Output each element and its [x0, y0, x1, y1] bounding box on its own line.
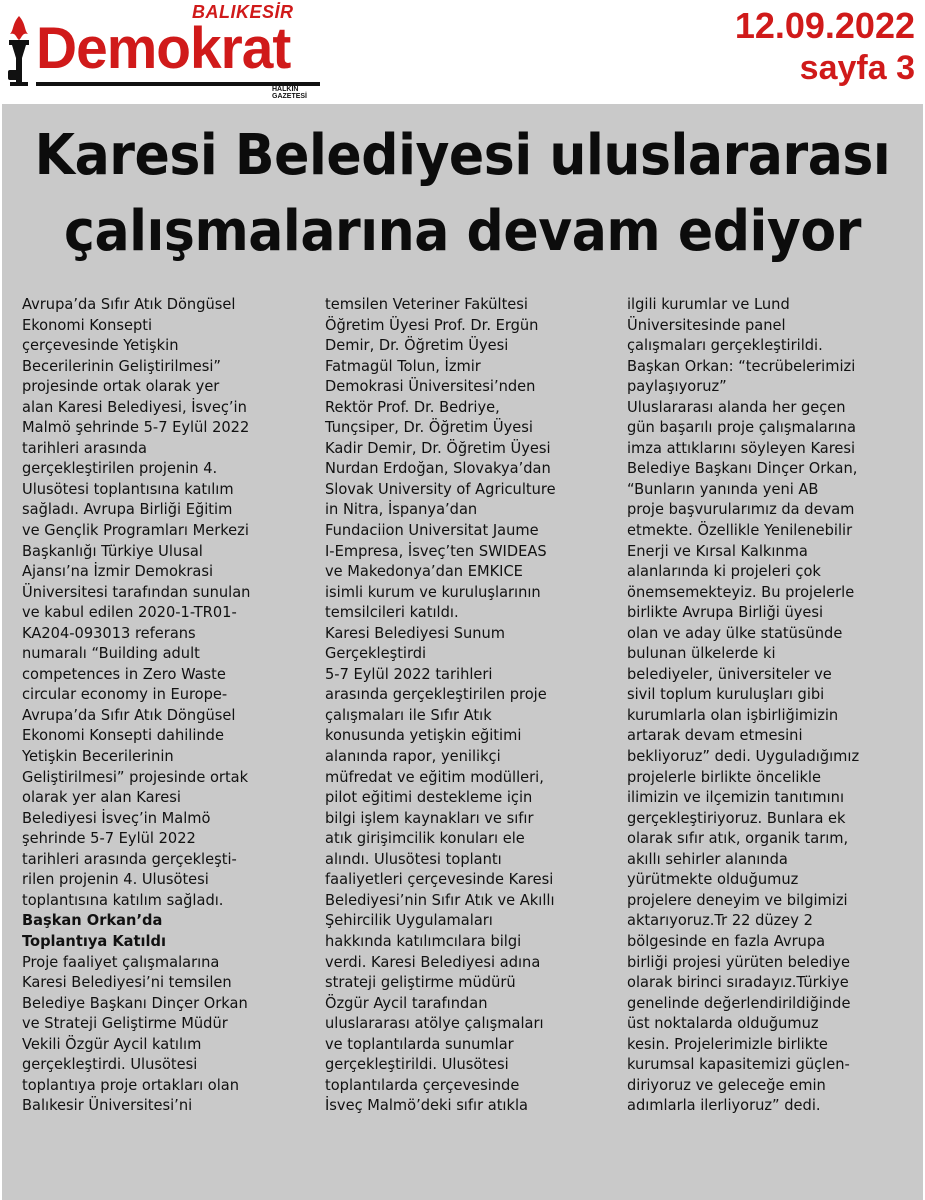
- body-text-line: Karesi Belediyesi’ni temsilen: [22, 973, 232, 992]
- body-text-line: akıllı sehirler alanında: [627, 849, 788, 868]
- body-text-line: Belediyesi İsveç’in Malmö: [22, 808, 211, 827]
- body-text-line: Fatmagül Tolun, İzmir: [325, 356, 481, 375]
- logo-tagline: HALKIN GAZETESİ: [272, 86, 308, 100]
- body-text-line: temsilen Veteriner Fakültesi: [325, 295, 528, 313]
- body-text-line: bekliyoruz” dedi. Uyguladığımız: [627, 747, 860, 766]
- body-text-line: ve toplantılarda sunumlar: [325, 1034, 514, 1053]
- logo-name: Demokrat: [36, 16, 291, 81]
- body-text-line: şehrinde 5-7 Eylül 2022: [22, 829, 196, 848]
- body-text-line: Proje faaliyet çalışmalarına: [22, 952, 220, 971]
- body-text-line: kurumlarla olan işbirliğimizin: [627, 705, 839, 724]
- body-text-line: Ulusötesi toplantısına katılım: [22, 479, 234, 498]
- body-text-line: alanlarında ki projeleri çok: [627, 562, 821, 581]
- body-text-line: 5-7 Eylül 2022 tarihleri: [325, 664, 493, 683]
- body-text-line: uluslararası atölye çalışmaları: [325, 1014, 544, 1033]
- newspaper-logo: [2, 2, 320, 100]
- body-text-line: Karesi Belediyesi Sunum: [325, 623, 506, 642]
- body-text-line: Tunçsiper, Dr. Öğretim Üyesi: [325, 418, 533, 437]
- body-text-line: imza attıklarını söyleyen Karesi: [627, 438, 856, 457]
- body-text-line: bulunan ülkelerde ki: [627, 644, 776, 663]
- body-text-line: birlikte Avrupa Birliği üyesi: [627, 603, 824, 622]
- body-text-line: verdi. Karesi Belediyesi adına: [325, 952, 541, 971]
- publication-date: 12.09.2022: [734, 5, 915, 46]
- logo-city: BALIKESİR: [192, 2, 294, 22]
- body-text-line: competences in Zero Waste: [22, 664, 226, 683]
- body-text-line: çerçevesinde Yetişkin: [22, 336, 179, 355]
- body-text-line: gerçekleştirilen projenin 4.: [22, 459, 218, 478]
- body-text-line: rilen projenin 4. Ulusötesi: [22, 870, 209, 889]
- body-text-line: ilgili kurumlar ve Lund: [627, 295, 790, 313]
- body-text-line: Fundaciion Universitat Jaume: [325, 521, 539, 540]
- body-text-line: bölgesinde en fazla Avrupa: [627, 931, 826, 950]
- headline-line: Karesi Belediyesi uluslararası: [34, 123, 891, 188]
- body-text-line: temsilcileri katıldı.: [325, 603, 459, 622]
- body-text-line: toplantılarda çerçevesinde: [325, 1075, 520, 1094]
- body-text-line: ve Makedonya’dan EMKICE: [325, 562, 523, 581]
- body-text-line: çalışmaları gerçekleştirildi.: [627, 336, 823, 355]
- body-text-line: circular economy in Europe-: [22, 685, 228, 704]
- article-column-3: [627, 294, 901, 1116]
- body-text-line: Rektör Prof. Dr. Bedriye,: [325, 397, 500, 416]
- article-headline: [34, 118, 891, 270]
- body-text-line: Slovak University of Agriculture: [325, 479, 556, 498]
- body-text-line: Ekonomi Konsepti dahilinde: [22, 726, 224, 745]
- body-text-line: toplantıya proje ortakları olan: [22, 1075, 240, 1094]
- body-text-line: Avrupa’da Sıfır Atık Döngüsel: [22, 295, 236, 313]
- body-text-line: projelerle birlikte öncelikle: [627, 767, 821, 786]
- body-text-line: ve Strateji Geliştirme Müdür: [22, 1014, 228, 1033]
- body-text-line: belediyeler, üniversiteler ve: [627, 664, 832, 683]
- body-text-line: önemsemekteyiz. Bu projelerle: [627, 582, 855, 601]
- body-text-line: I-Empresa, İsveç’ten SWIDEAS: [325, 541, 547, 560]
- body-text-line: pilot eğitimi destekleme için: [325, 788, 533, 807]
- body-text-line: in Nitra, İspanya’dan: [325, 500, 478, 519]
- body-text-line: projesinde ortak olarak yer: [22, 377, 220, 396]
- body-text-line: müfredat ve eğitim modülleri,: [325, 767, 544, 786]
- body-text-line: Ekonomi Konsepti: [22, 315, 153, 334]
- page-number: sayfa 3: [799, 49, 915, 87]
- body-text-line: Demir, Dr. Öğretim Üyesi: [325, 336, 509, 355]
- body-text-line: tarihleri arasında: [22, 438, 147, 457]
- body-text-line: kesin. Projelerimizle birlikte: [627, 1034, 828, 1053]
- headline-line: çalışmalarına devam ediyor: [64, 199, 861, 264]
- body-text-line: gerçekleştiriyoruz. Bunlara ek: [627, 808, 846, 827]
- body-text-line: genelinde değerlendirildiğinde: [627, 993, 851, 1012]
- subheading-line: Başkan Orkan’da: [22, 911, 163, 930]
- subheading-line: Toplantıya Katıldı: [22, 931, 167, 950]
- body-text-line: etmekte. Özellikle Yenilenebilir: [627, 521, 853, 540]
- body-text-line: strateji geliştirme müdürü: [325, 973, 516, 992]
- body-text-line: gerçekleştirildi. Ulusötesi: [325, 1055, 509, 1074]
- article-column-1: [22, 294, 296, 1116]
- article-clipping: [2, 104, 923, 1200]
- body-text-line: Nurdan Erdoğan, Slovakya’dan: [325, 459, 551, 478]
- body-text-line: Vekili Özgür Aycil katılım: [22, 1034, 202, 1053]
- body-text-line: Demokrasi Üniversitesi’nden: [325, 377, 536, 396]
- body-text-line: ve Gençlik Programları Merkezi: [22, 521, 249, 540]
- body-text-line: İsveç Malmö’deki sıfır atıkla: [325, 1096, 528, 1115]
- body-text-line: kurumsal kapasitemizi güçlen-: [627, 1055, 850, 1074]
- body-text-line: Belediye Başkanı Dinçer Orkan: [22, 993, 248, 1012]
- body-text-line: Belediyesi’nin Sıfır Atık ve Akıllı: [325, 890, 555, 909]
- body-text-line: paylaşıyoruz”: [627, 377, 727, 396]
- body-text-line: toplantısına katılım sağladı.: [22, 890, 224, 909]
- body-text-line: diriyoruz ve geleceğe emin: [627, 1075, 826, 1094]
- body-text-line: ve kabul edilen 2020-1-TR01-: [22, 603, 237, 622]
- body-text-line: alan Karesi Belediyesi, İsveç’in: [22, 397, 247, 416]
- body-text-line: tarihleri arasında gerçekleşti-: [22, 849, 237, 868]
- masthead: [0, 0, 925, 104]
- body-text-line: atık girişimcilik konuları ele: [325, 829, 525, 848]
- body-text-line: alındı. Ulusötesi toplantı: [325, 849, 502, 868]
- body-text-line: Uluslararası alanda her geçen: [627, 397, 846, 416]
- body-text-line: sivil toplum kuruluşları gibi: [627, 685, 825, 704]
- body-text-line: Ajansı’na İzmir Demokrasi: [22, 562, 214, 581]
- body-text-line: hakkında katılımcılara bilgi: [325, 931, 522, 950]
- body-text-line: “Bunların yanında yeni AB: [627, 479, 819, 498]
- body-text-line: birliği projesi yürüten belediye: [627, 952, 850, 971]
- body-text-line: gün başarılı proje çalışmalarına: [627, 418, 857, 437]
- body-text-line: Üniversitesinde panel: [627, 315, 786, 334]
- body-text-line: numaralı “Building adult: [22, 644, 200, 663]
- body-text-line: konusunda yetişkin eğitimi: [325, 726, 522, 745]
- body-text-line: olarak birinci sıradayız.Türkiye: [627, 973, 849, 992]
- body-text-line: arasında gerçekleştirilen proje: [325, 685, 547, 704]
- body-text-line: Malmö şehrinde 5-7 Eylül 2022: [22, 418, 250, 437]
- body-text-line: ilimizin ve ilçemizin tanıtımını: [627, 788, 845, 807]
- body-text-line: Gerçekleştirdi: [325, 644, 427, 663]
- body-text-line: faaliyetleri çerçevesinde Karesi: [325, 870, 554, 889]
- body-text-line: alanında rapor, yenilikçi: [325, 747, 501, 766]
- body-text-line: Balıkesir Üniversitesi’ni: [22, 1096, 193, 1115]
- body-text-line: Belediye Başkanı Dinçer Orkan,: [627, 459, 858, 478]
- body-text-line: artarak devam etmesini: [627, 726, 803, 745]
- body-text-line: Şehircilik Uygulamaları: [325, 911, 493, 930]
- body-text-line: Yetişkin Becerilerinin: [22, 747, 174, 766]
- body-text-line: Geliştirilmesi” projesinde ortak: [22, 767, 249, 786]
- body-text-line: Başkan Orkan: “tecrübelerimizi: [627, 356, 856, 375]
- body-text-line: gerçekleştirdi. Ulusötesi: [22, 1055, 198, 1074]
- body-text-line: üst noktalarda olduğumuz: [627, 1014, 819, 1033]
- body-text-line: Enerji ve Kırsal Kalkınma: [627, 541, 808, 560]
- body-text-line: aktarıyoruz.Tr 22 düzey 2: [627, 911, 813, 930]
- torch-icon: [6, 14, 32, 90]
- body-text-line: Özgür Aycil tarafından: [325, 993, 488, 1012]
- body-text-line: Öğretim Üyesi Prof. Dr. Ergün: [325, 315, 539, 334]
- body-text-line: Becerilerinin Geliştirilmesi”: [22, 356, 222, 375]
- body-text-line: Kadir Demir, Dr. Öğretim Üyesi: [325, 438, 551, 457]
- body-text-line: proje başvurularımız da devam: [627, 500, 855, 519]
- body-text-line: bilgi işlem kaynakları ve sıfır: [325, 808, 534, 827]
- article-column-2: [325, 294, 599, 1116]
- body-text-line: yürütmekte olduğumuz: [627, 870, 799, 889]
- body-text-line: Üniversitesi tarafından sunulan: [22, 582, 251, 601]
- body-text-line: projelere deneyim ve bilgimizi: [627, 890, 848, 909]
- body-text-line: Avrupa’da Sıfır Atık Döngüsel: [22, 705, 236, 724]
- body-text-line: olarak yer alan Karesi: [22, 788, 181, 807]
- body-text-line: sağladı. Avrupa Birliği Eğitim: [22, 500, 233, 519]
- body-text-line: KA204-093013 referans: [22, 623, 196, 642]
- body-text-line: çalışmaları ile Sıfır Atık: [325, 705, 492, 724]
- body-text-line: olan ve aday ülke statüsünde: [627, 623, 843, 642]
- body-text-line: adımlarla ilerliyoruz” dedi.: [627, 1096, 821, 1115]
- body-text-line: Başkanlığı Türkiye Ulusal: [22, 541, 203, 560]
- body-text-line: olarak sıfır atık, organik tarım,: [627, 829, 849, 848]
- body-text-line: isimli kurum ve kuruluşlarının: [325, 582, 541, 601]
